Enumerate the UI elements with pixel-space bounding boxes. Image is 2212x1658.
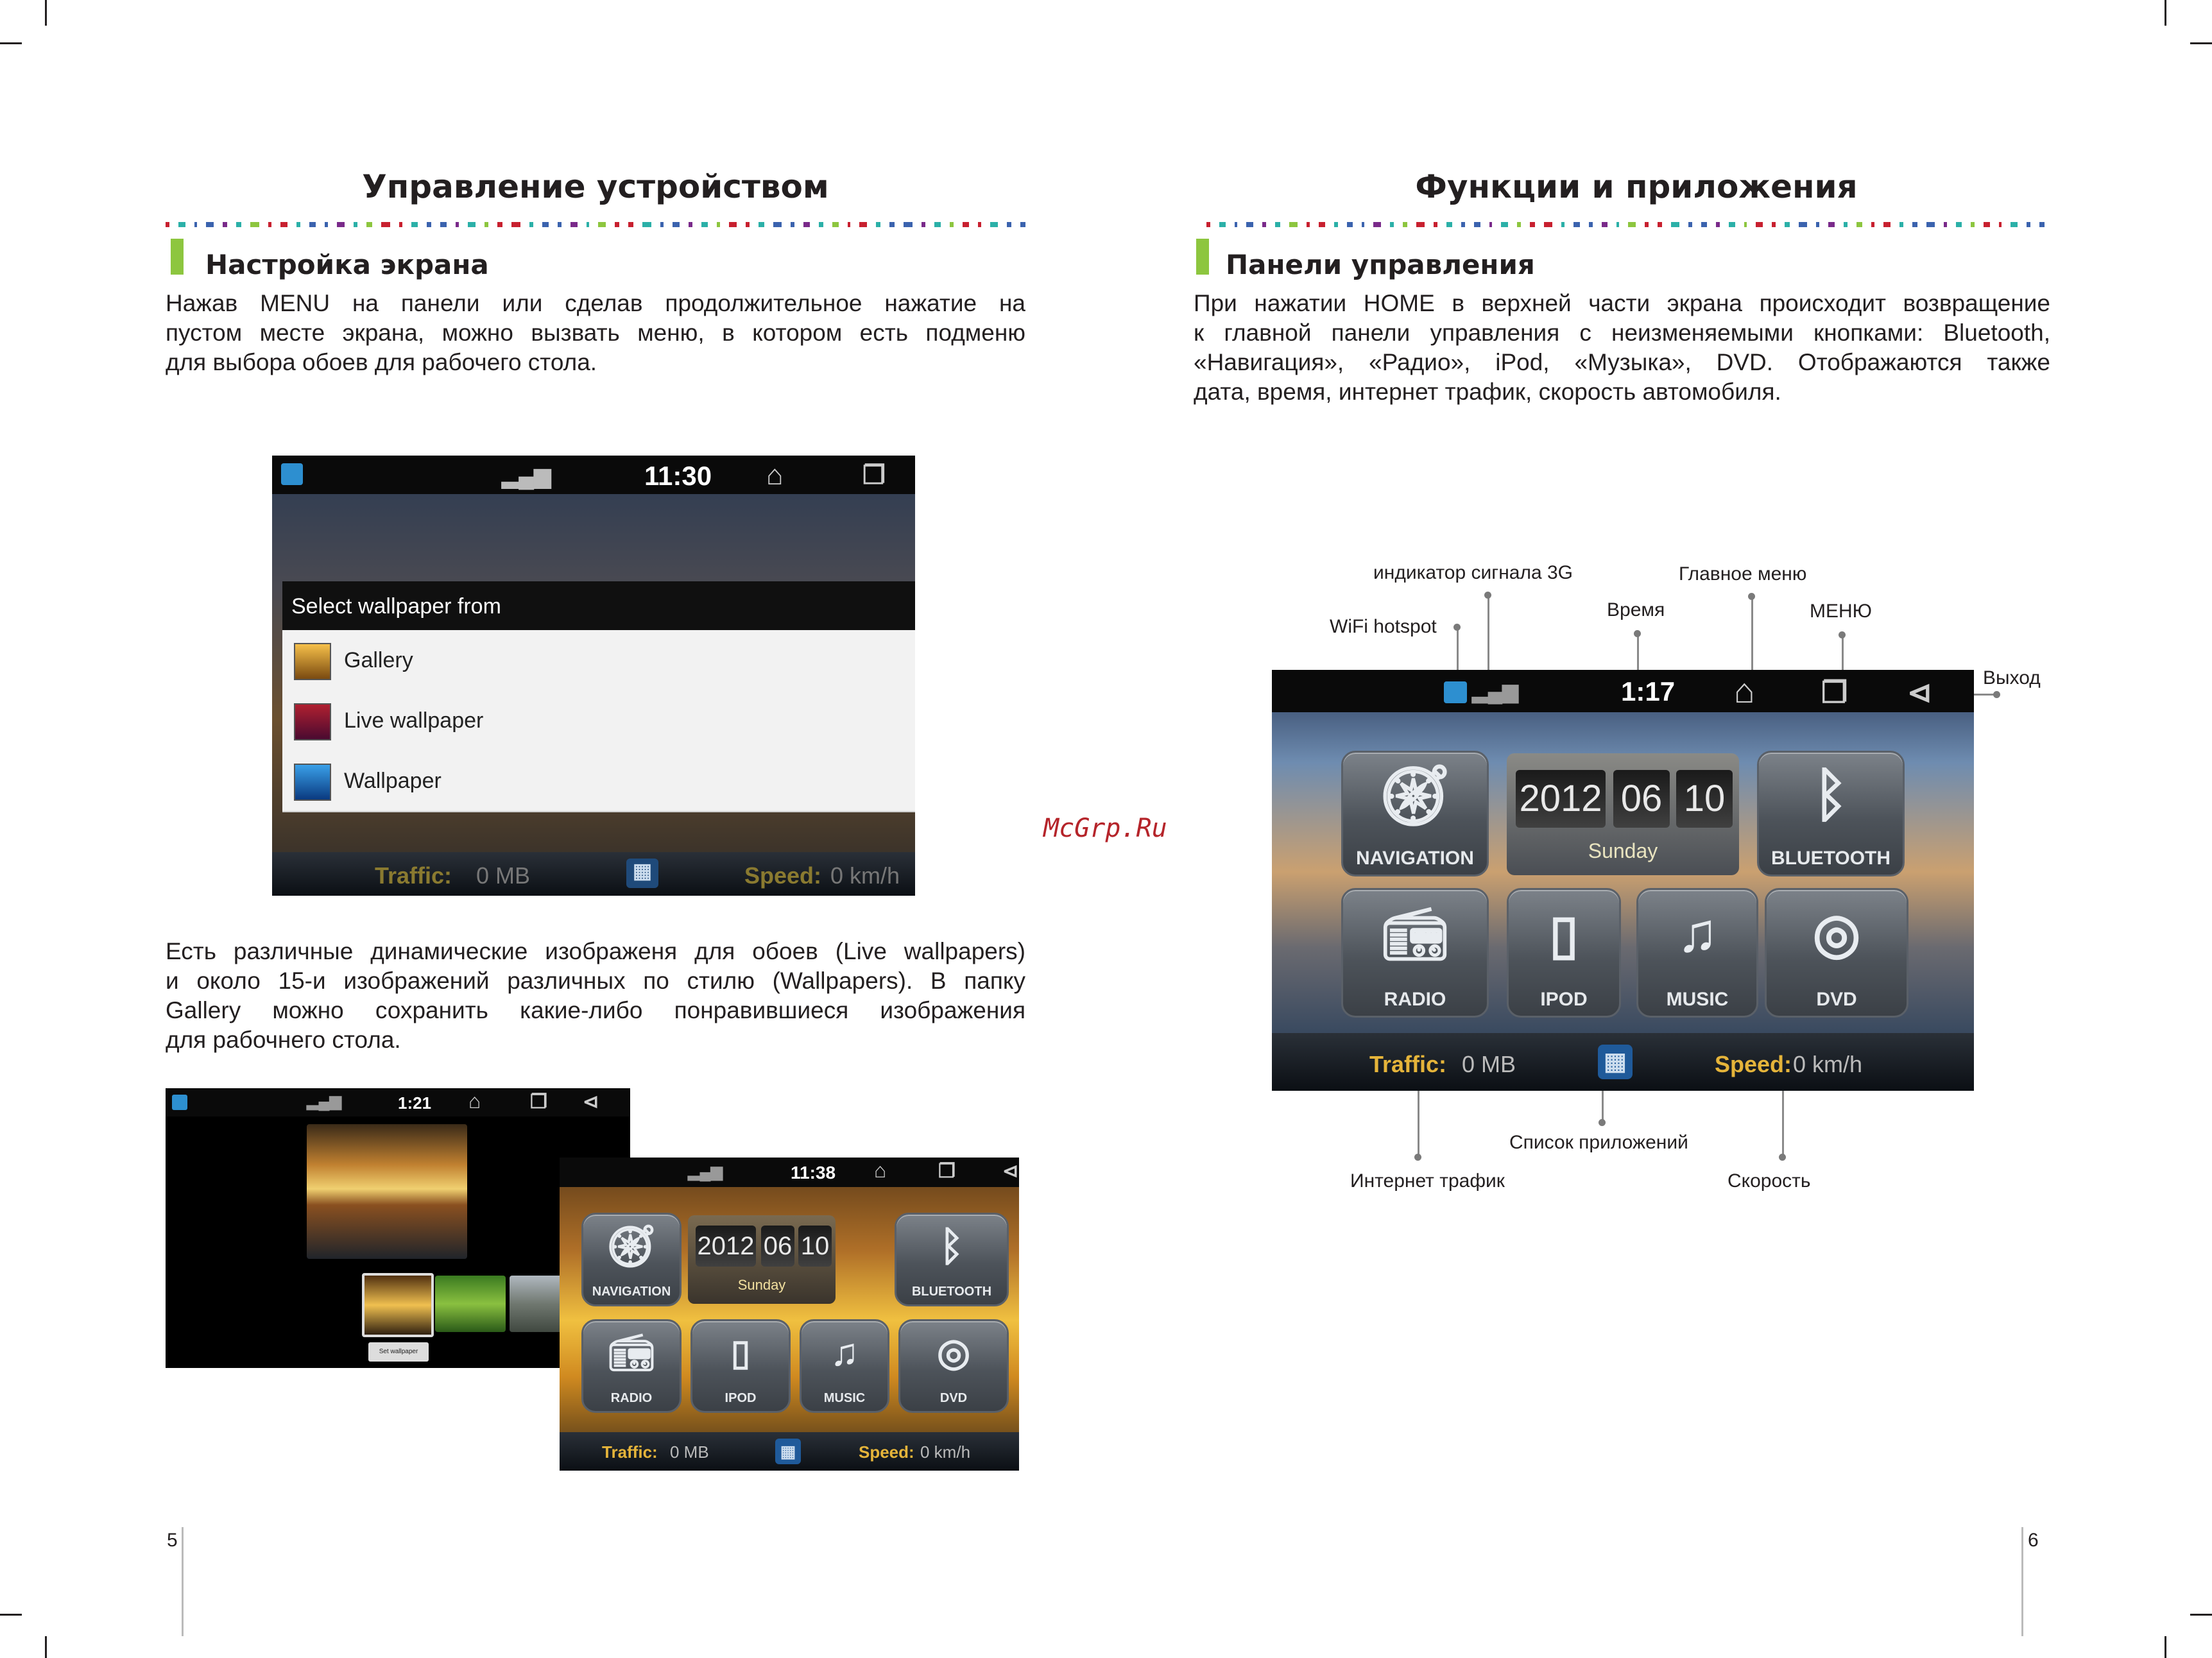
navigation-tile[interactable]	[581, 1213, 682, 1306]
leader-dot	[1748, 593, 1755, 600]
set-wallpaper-button[interactable]: Set wallpaper	[368, 1342, 429, 1362]
clock: 1:21	[398, 1093, 432, 1113]
menu-item-label: Wallpaper	[344, 769, 442, 793]
rule-dash	[1944, 222, 1947, 227]
rule-dash	[399, 222, 403, 227]
speed-value: 0 km/h	[920, 1442, 971, 1462]
rule-dash	[832, 222, 839, 227]
back-icon[interactable]: ⊲	[583, 1091, 599, 1113]
rule-dash	[1645, 222, 1649, 227]
rule-dash	[178, 222, 185, 227]
rule-dash	[1347, 222, 1353, 227]
rule-dash	[1434, 222, 1437, 227]
callout-menu: МЕНЮ	[1810, 601, 1872, 622]
left-paragraph-2	[166, 937, 1025, 1055]
callout-wifi: WiFi hotspot	[1330, 616, 1437, 637]
bluetooth-icon: ᛒ	[939, 1223, 965, 1269]
rule-dash	[1785, 222, 1790, 227]
rule-dash	[759, 222, 764, 227]
text-line: для выбора обоев для рабочего стола.	[166, 349, 597, 375]
speed-value: 0 km/h	[1793, 1051, 1863, 1077]
crop-mark	[0, 1614, 22, 1616]
callout-app-list: Список приложений	[1509, 1132, 1688, 1153]
rule-dash	[660, 222, 664, 227]
left-section-marker	[171, 239, 184, 275]
rule-dash	[876, 222, 880, 227]
recent-apps-icon[interactable]: ❐	[1821, 676, 1848, 709]
dvd-tile[interactable]	[1765, 888, 1908, 1018]
tile-label: NAVIGATION	[1356, 848, 1474, 869]
rule-dash	[889, 222, 895, 227]
rule-dash	[558, 222, 562, 227]
rule-dash	[990, 222, 998, 227]
rule-dash	[511, 222, 520, 227]
app-list-icon[interactable]: ▦	[626, 859, 658, 888]
gallery-large-image[interactable]	[307, 1124, 467, 1259]
rule-dash	[1956, 222, 1962, 227]
rule-dash	[1912, 222, 1917, 227]
home-icon[interactable]: ⌂	[874, 1159, 887, 1182]
right-page-title: Функции и приложения	[1415, 168, 1858, 205]
rule-dash	[1373, 222, 1380, 227]
rule-dash	[1926, 222, 1935, 227]
rule-dash	[746, 222, 750, 227]
wifi-icon	[172, 1095, 187, 1110]
leader-line	[1782, 1091, 1784, 1158]
rule-dash	[1544, 222, 1552, 227]
menu-item-gallery[interactable]	[282, 630, 915, 692]
rule-dash	[440, 222, 447, 227]
home-icon[interactable]: ⌂	[766, 459, 784, 491]
wifi-icon	[281, 463, 303, 485]
rule-dash	[1362, 222, 1364, 227]
rule-dash	[1289, 222, 1298, 227]
music-note-icon: ♫	[1676, 902, 1719, 964]
app-list-icon[interactable]: ▦	[1598, 1045, 1633, 1079]
date-month: 06	[761, 1226, 794, 1267]
rule-dash	[1729, 222, 1735, 227]
signal-icon: ▂▄▆	[502, 464, 551, 488]
recent-apps-icon[interactable]: ❐	[862, 461, 886, 490]
live-wallpaper-icon	[294, 703, 331, 740]
rule-dash	[819, 222, 823, 227]
page-rule	[2021, 1527, 2023, 1636]
callout-time: Время	[1607, 599, 1665, 620]
rule-dash	[280, 222, 287, 227]
watermark: McGrp.Ru	[1043, 814, 1167, 843]
rule-dash	[963, 222, 969, 227]
leader-line	[1418, 1091, 1419, 1158]
rule-dash	[701, 222, 708, 227]
tile-label: NAVIGATION	[592, 1285, 671, 1299]
rule-dash	[773, 222, 782, 227]
navigation-tile[interactable]	[1341, 751, 1489, 876]
rule-dash	[1616, 222, 1619, 227]
crop-mark	[0, 42, 22, 44]
music-tile[interactable]	[1636, 888, 1758, 1018]
rule-dash	[250, 222, 259, 227]
left-section-title: Настройка экрана	[205, 249, 489, 280]
wifi-icon	[1444, 681, 1467, 703]
rule-dash	[1971, 222, 1975, 227]
text-line: Gallery можно сохранить какие-либо понравившиеся изображения	[166, 997, 1025, 1023]
rule-dash	[529, 222, 533, 227]
traffic-label: Traffic:	[375, 862, 452, 889]
bluetooth-icon: ᛒ	[1813, 762, 1849, 828]
signal-icon: ▂▄▆	[1472, 679, 1518, 703]
text-line: к главной панели управления с неизменяемыми кнопками: Bluetooth,	[1194, 320, 2050, 346]
rule-dash	[848, 222, 851, 227]
leader-line	[1488, 595, 1489, 676]
rule-dash	[1816, 222, 1819, 227]
leader-dot	[1414, 1154, 1421, 1161]
rule-dash	[803, 222, 810, 227]
date-panel	[1507, 753, 1739, 875]
callout-traffic: Интернет трафик	[1350, 1170, 1505, 1192]
rule-dash	[296, 222, 300, 227]
rule-dash	[1219, 222, 1226, 227]
rule-dash	[1474, 222, 1480, 227]
dvd-tile[interactable]	[898, 1319, 1009, 1413]
tile-label: IPOD	[1540, 989, 1588, 1010]
weekday: Sunday	[1588, 839, 1658, 862]
leader-dot	[1634, 630, 1641, 637]
tile-label: DVD	[939, 1391, 968, 1405]
wallpaper-menu-screenshot	[272, 456, 915, 896]
back-icon[interactable]: ⊲	[1002, 1161, 1019, 1182]
home-icon[interactable]: ⌂	[1734, 672, 1755, 710]
wallpaper-icon	[294, 764, 331, 801]
rule-dash	[1772, 222, 1776, 227]
rule-dash	[309, 222, 316, 227]
rule-dash	[904, 222, 913, 227]
rule-dash	[1716, 222, 1720, 227]
date-month: 06	[1613, 770, 1670, 828]
disc-icon: ◎	[1812, 903, 1861, 964]
rule-dash	[1828, 222, 1835, 227]
crop-mark	[2165, 1636, 2166, 1658]
rule-dash	[1688, 222, 1692, 227]
rule-dash	[484, 222, 488, 227]
compass-icon: 🧭︎	[605, 1223, 658, 1269]
leader-line	[1602, 1091, 1604, 1123]
rule-dash	[456, 222, 459, 227]
text-line: для рабочнего стола.	[166, 1027, 401, 1053]
rule-dash	[1561, 222, 1565, 227]
rule-dash	[1856, 222, 1863, 227]
signal-icon: ▂▄▆	[688, 1163, 723, 1181]
text-line: Нажав MENU на панели или сделав продолжительное нажатие на	[166, 290, 1025, 316]
ipod-tile[interactable]	[690, 1319, 791, 1413]
rule-dash	[1744, 222, 1747, 227]
speed-label: Speed:	[859, 1442, 914, 1462]
rule-dash	[1246, 222, 1253, 227]
rule-dash	[206, 222, 214, 227]
text-line: и около 15-и изображений различных по стилю (Wallpapers). В папку	[166, 968, 1025, 994]
rule-dash	[194, 222, 198, 227]
rule-dash	[166, 222, 169, 227]
rule-dash	[1020, 222, 1025, 227]
rule-dash	[1628, 222, 1635, 227]
menu-title: Select wallpaper from	[291, 594, 501, 619]
right-page-number: 6	[2028, 1530, 2039, 1551]
rule-dash	[2011, 222, 2018, 227]
crop-mark	[2190, 1614, 2212, 1616]
rule-dash	[1756, 222, 1763, 227]
rule-dash	[934, 222, 941, 227]
date-day: 10	[798, 1226, 832, 1267]
crop-mark	[2190, 42, 2212, 44]
leader-dot	[1484, 592, 1491, 599]
rule-dash	[1871, 222, 1874, 227]
clock: 1:17	[1621, 676, 1676, 706]
gallery-icon	[294, 643, 331, 680]
menu-item-label: Gallery	[344, 648, 413, 672]
rule-dash	[729, 222, 737, 227]
rule-dash	[673, 222, 679, 227]
rule-dash	[366, 222, 372, 227]
date-year: 2012	[1516, 770, 1606, 828]
callout-3g-signal: индикатор сигнала 3G	[1373, 562, 1573, 583]
rule-dash	[1275, 222, 1280, 227]
leader-dot	[1779, 1154, 1786, 1161]
tile-label: RADIO	[1384, 989, 1446, 1010]
rule-dash	[717, 222, 720, 227]
rule-dash	[615, 222, 619, 227]
traffic-value: 0 MB	[476, 862, 531, 889]
left-paragraph-1	[166, 289, 1025, 377]
rule-dash	[2039, 222, 2045, 227]
rule-dash	[1334, 222, 1338, 227]
date-day: 10	[1676, 770, 1733, 828]
compass-icon: 🧭︎	[1377, 763, 1453, 828]
bottom-bar	[272, 852, 915, 896]
ipod-tile[interactable]	[1507, 888, 1621, 1018]
rule-dash	[468, 222, 476, 227]
rule-dash	[1602, 222, 1608, 227]
status-bar	[560, 1158, 1019, 1187]
recent-apps-icon[interactable]: ❐	[938, 1161, 956, 1182]
right-title-rule	[1206, 222, 2045, 227]
rule-dash	[381, 222, 390, 227]
rule-dash	[1446, 222, 1453, 227]
left-title-rule	[166, 222, 1025, 227]
text-line: «Навигация», «Радио», iPod, «Музыка», DVD. Отображаются также	[1194, 349, 2050, 375]
rule-dash	[411, 222, 418, 227]
menu-item-label: Live wallpaper	[344, 708, 484, 733]
app-list-icon[interactable]: ▦	[775, 1439, 801, 1464]
rule-dash	[587, 222, 590, 227]
left-page-number: 5	[167, 1530, 178, 1551]
speed-label: Speed:	[744, 862, 822, 889]
rule-dash	[922, 222, 925, 227]
music-tile[interactable]	[800, 1319, 889, 1413]
bluetooth-tile[interactable]	[895, 1213, 1009, 1306]
rule-dash	[1461, 222, 1465, 227]
speed-value: 0 km/h	[830, 862, 900, 889]
leader-line	[1751, 597, 1753, 676]
rule-dash	[1517, 222, 1521, 227]
disc-icon: ◎	[936, 1331, 971, 1374]
left-page-title: Управление устройством	[362, 168, 829, 205]
leader-dot	[1453, 624, 1461, 631]
radio-tile[interactable]	[1341, 888, 1489, 1018]
rule-dash	[1530, 222, 1535, 227]
crop-mark	[2165, 0, 2166, 26]
tile-label: IPOD	[724, 1391, 757, 1405]
crop-mark	[45, 1636, 47, 1658]
rule-dash	[337, 222, 345, 227]
music-note-icon: ♫	[830, 1331, 859, 1374]
rule-dash	[1262, 222, 1266, 227]
bottom-bar	[560, 1432, 1019, 1471]
rule-dash	[791, 222, 794, 227]
home-icon[interactable]: ⌂	[468, 1090, 481, 1113]
rule-dash	[1573, 222, 1580, 227]
rule-dash	[570, 222, 577, 227]
rule-dash	[542, 222, 549, 227]
menu-title-bar	[282, 581, 915, 630]
rule-dash	[1206, 222, 1210, 227]
rule-dash	[2027, 222, 2030, 227]
rule-dash	[1984, 222, 1990, 227]
rule-dash	[1999, 222, 2002, 227]
tile-label: MUSIC	[1666, 989, 1729, 1010]
rule-dash	[1416, 222, 1425, 227]
rule-dash	[1319, 222, 1325, 227]
rule-dash	[642, 222, 651, 227]
rule-dash	[628, 222, 633, 227]
rule-dash	[236, 222, 241, 227]
bottom-bar	[1272, 1033, 1974, 1091]
right-paragraph	[1194, 289, 2050, 407]
rule-dash	[1501, 222, 1508, 227]
text-line: При нажатии HOME в верхней части экрана происходит возвращение	[1194, 290, 2050, 316]
signal-icon: ▂▄▆	[307, 1093, 341, 1110]
traffic-label: Traffic:	[1369, 1051, 1447, 1077]
traffic-label: Traffic:	[602, 1442, 658, 1462]
rule-dash	[427, 222, 431, 227]
gallery-thumb-grass[interactable]	[435, 1276, 506, 1332]
date-panel	[688, 1215, 836, 1304]
rule-dash	[1390, 222, 1394, 227]
rule-dash	[1589, 222, 1593, 227]
page-rule	[182, 1527, 184, 1636]
traffic-value: 0 MB	[1462, 1051, 1516, 1077]
bluetooth-tile[interactable]	[1757, 751, 1905, 876]
rule-dash	[223, 222, 227, 227]
rule-dash	[1307, 222, 1310, 227]
status-bar	[272, 456, 915, 494]
rule-dash	[978, 222, 981, 227]
rule-dash	[1799, 222, 1807, 227]
radio-icon: 📻︎	[1382, 905, 1448, 962]
status-bar	[166, 1088, 630, 1116]
leader-dot	[1839, 631, 1846, 638]
rule-dash	[1489, 222, 1492, 227]
rule-dash	[1658, 222, 1663, 227]
ipod-icon: ▯	[730, 1332, 751, 1372]
rule-dash	[1671, 222, 1679, 227]
date-year: 2012	[696, 1226, 756, 1267]
text-line: Есть различные динамические изображеня для обоев (Live wallpapers)	[166, 938, 1025, 964]
leader-dot	[1599, 1119, 1606, 1126]
ipod-icon: ▯	[1548, 904, 1579, 964]
rule-dash	[268, 222, 272, 227]
rule-dash	[354, 222, 357, 227]
crop-mark	[45, 0, 47, 26]
status-bar	[1272, 670, 1974, 712]
rule-dash	[689, 222, 692, 227]
recent-apps-icon[interactable]: ❐	[530, 1091, 547, 1113]
rule-dash	[1235, 222, 1237, 227]
rule-dash	[950, 222, 954, 227]
rule-dash	[1701, 222, 1708, 227]
rule-dash	[1403, 222, 1408, 227]
rule-dash	[1007, 222, 1011, 227]
leader-dot	[1993, 691, 2000, 698]
clock: 11:30	[644, 461, 712, 491]
tile-label: RADIO	[610, 1391, 653, 1405]
radio-icon: 📻︎	[608, 1332, 655, 1372]
rule-dash	[497, 222, 502, 227]
rule-dash	[1899, 222, 1903, 227]
text-line: дата, время, интернет трафик, скорость автомобиля.	[1194, 379, 1781, 405]
right-section-title: Панели управления	[1226, 249, 1535, 280]
gallery-thumb-sunset[interactable]	[362, 1273, 434, 1337]
menu-item-wallpaper[interactable]	[282, 751, 915, 812]
rule-dash	[1883, 222, 1890, 227]
callout-main-menu: Главное меню	[1679, 563, 1807, 585]
text-line: пустом месте экрана, можно вызвать меню, в котором есть подменю	[166, 320, 1025, 346]
speed-label: Speed:	[1715, 1051, 1792, 1077]
tile-label: MUSIC	[823, 1391, 866, 1405]
home-panel-sunset-screenshot	[560, 1158, 1019, 1471]
menu-item-live-wallpaper[interactable]	[282, 690, 915, 752]
tile-label: DVD	[1816, 989, 1857, 1010]
rule-dash	[859, 222, 867, 227]
tile-label: BLUETOOTH	[1770, 848, 1891, 869]
rule-dash	[598, 222, 606, 227]
clock: 11:38	[791, 1163, 836, 1183]
right-section-marker	[1196, 239, 1209, 275]
rule-dash	[325, 222, 328, 227]
weekday: Sunday	[737, 1277, 786, 1293]
radio-tile[interactable]	[581, 1319, 682, 1413]
home-panel-screenshot	[1272, 670, 1974, 1091]
tile-label: BLUETOOTH	[911, 1285, 992, 1299]
back-icon[interactable]: ⊲	[1907, 676, 1932, 709]
callout-speed: Скорость	[1728, 1170, 1811, 1192]
callout-exit: Выход	[1983, 667, 2041, 688]
rule-dash	[1844, 222, 1848, 227]
traffic-value: 0 MB	[670, 1442, 709, 1462]
